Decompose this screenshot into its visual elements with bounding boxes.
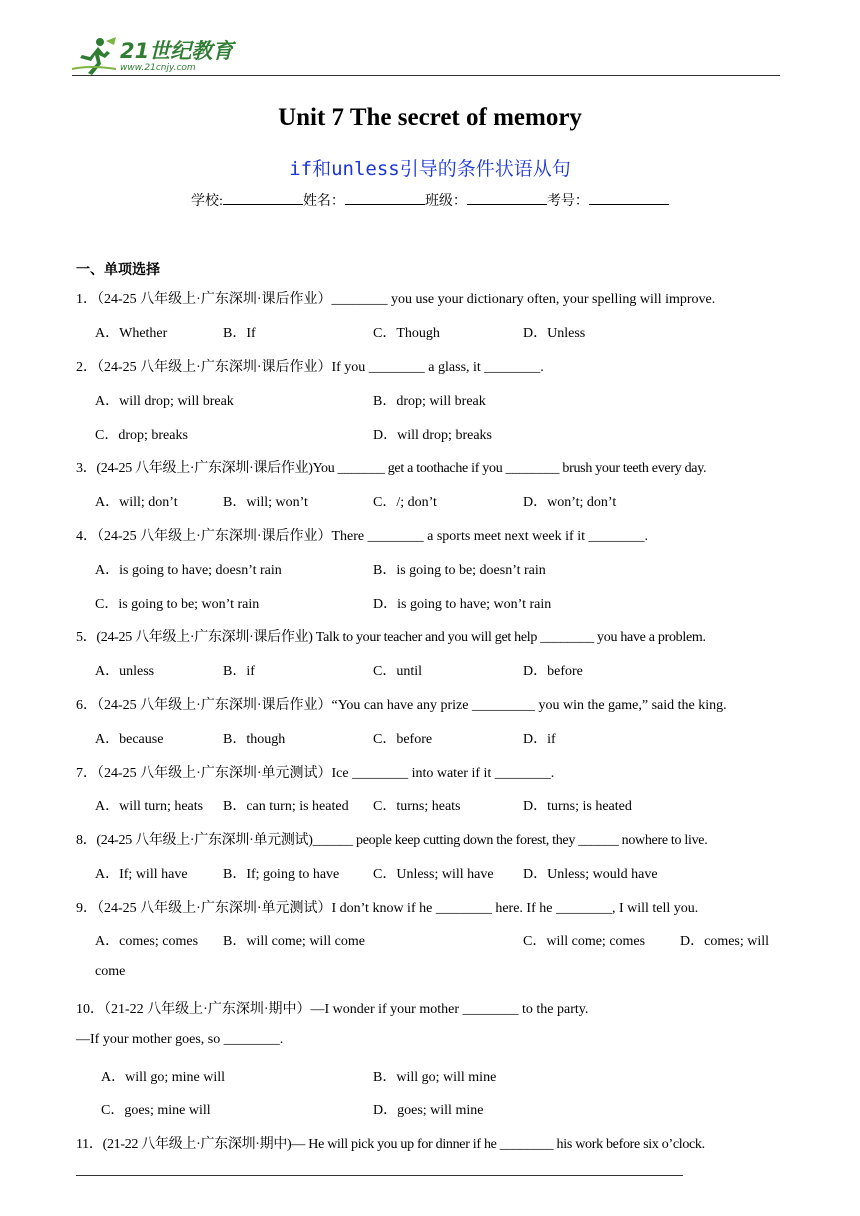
name-label: 姓名： [302, 194, 345, 209]
question-stem: 8．(24-25 八年级上·广东深圳·单元测试)______ people keep cutting down the forest, they ______ nowhere to live. [76, 833, 708, 848]
option[interactable]: D．turns; is heated [523, 799, 632, 814]
option[interactable]: A．is going to have; doesn’t rain [95, 563, 282, 578]
option[interactable]: B．though [223, 732, 286, 747]
question-stem: 2．（24-25 八年级上·广东深圳·课后作业）If you ________ a glass, it ________. [76, 360, 544, 375]
option[interactable]: A．because [95, 732, 164, 747]
option[interactable]: C．is going to be; won’t rain [95, 597, 260, 612]
question-stem: 10．（21-22 八年级上·广东深圳·期中）—I wonder if your mother ________ to the party. [76, 1002, 589, 1017]
question-stem: 6．（24-25 八年级上·广东深圳·课后作业）“You can have any prize _________ you win the game,” said the king. [76, 698, 727, 713]
option[interactable]: D．is going to have; won’t rain [373, 597, 552, 612]
option[interactable]: A．will drop; will break [95, 394, 234, 409]
option[interactable]: B．If; going to have [223, 867, 340, 882]
option[interactable]: D．before [523, 664, 583, 679]
option[interactable]: C．/; don’t [373, 495, 437, 510]
option[interactable]: D．goes; will mine [373, 1103, 484, 1118]
section-title: 一、单项选择 [76, 262, 160, 278]
exam-no-blank[interactable] [589, 192, 669, 205]
class-blank[interactable] [467, 192, 547, 205]
option[interactable]: B．drop; will break [373, 394, 486, 409]
option-continuation: come [95, 964, 126, 979]
logo-url: www.21cnjy.com [120, 63, 196, 73]
option[interactable]: B．can turn; is heated [223, 799, 349, 814]
option[interactable]: B．is going to be; doesn’t rain [373, 563, 546, 578]
site-logo [70, 35, 240, 77]
question-stem: 1．（24-25 八年级上·广东深圳·课后作业）________ you use your dictionary often, your spelling will improve. [76, 292, 716, 307]
question-stem: 4．（24-25 八年级上·广东深圳·课后作业）There ________ a sports meet next week if it ________. [76, 529, 648, 544]
option[interactable]: A．Whether [95, 326, 168, 341]
option[interactable]: C．drop; breaks [95, 428, 188, 443]
question-stem: 7．（24-25 八年级上·广东深圳·单元测试）Ice ________ into water if it ________. [76, 766, 555, 781]
option[interactable]: C．goes; mine will [101, 1103, 211, 1118]
option[interactable]: D．will drop; breaks [373, 428, 492, 443]
footer-divider [76, 1175, 683, 1176]
option[interactable]: C．Unless; will have [373, 867, 494, 882]
option[interactable]: A．will go; mine will [101, 1070, 226, 1085]
option[interactable]: D．won’t; don’t [523, 495, 617, 510]
logo-text: 21世纪教育 [120, 39, 234, 63]
option[interactable]: D．Unless; would have [523, 867, 658, 882]
option[interactable]: B．If [223, 326, 256, 341]
page-subtitle: if和unless引导的条件状语从句 [289, 158, 571, 180]
option[interactable]: C．until [373, 664, 423, 679]
option[interactable]: A．unless [95, 664, 155, 679]
class-label: 班级： [424, 194, 467, 209]
option[interactable]: A．will; don’t [95, 495, 178, 510]
header-divider [72, 75, 780, 76]
option[interactable]: B．will come; will come [223, 934, 365, 949]
option[interactable]: D．Unless [523, 326, 586, 341]
option[interactable]: D．if [523, 732, 556, 747]
option[interactable]: A．comes; comes [95, 934, 199, 949]
exam-no-label: 考号： [546, 194, 589, 209]
page-title: Unit 7 The secret of memory [278, 104, 582, 131]
school-label: 学校: [191, 194, 223, 209]
option[interactable]: C．before [373, 732, 433, 747]
question-stem: 5．(24-25 八年级上·广东深圳·课后作业) Talk to your teacher and you will get help ________ you have a problem. [76, 630, 706, 645]
option[interactable]: C．will come; comes [523, 934, 646, 949]
option[interactable]: C．Though [373, 326, 440, 341]
question-stem: 3．(24-25 八年级上·广东深圳·课后作业)You _______ get a toothache if you ________ brush your teeth every day. [76, 461, 707, 476]
question-stem: 11．(21-22 八年级上·广东深圳·期中)— He will pick you up for dinner if he ________ his work before six o’clock. [76, 1137, 705, 1152]
option[interactable]: A．will turn; heats [95, 799, 204, 814]
student-info-line [0, 190, 860, 210]
question-stem-line2: —If your mother goes, so ________. [76, 1032, 284, 1047]
option[interactable]: D．comes; will [680, 934, 770, 949]
option[interactable]: B．will; won’t [223, 495, 308, 510]
option[interactable]: A．If; will have [95, 867, 188, 882]
option[interactable]: C．turns; heats [373, 799, 461, 814]
school-blank[interactable] [223, 192, 303, 205]
runner-logo-icon [70, 35, 118, 77]
name-blank[interactable] [345, 192, 425, 205]
option[interactable]: B．will go; will mine [373, 1070, 497, 1085]
option[interactable]: B．if [223, 664, 255, 679]
question-stem: 9．（24-25 八年级上·广东深圳·单元测试）I don’t know if he ________ here. If he ________, I will tell you. [76, 901, 699, 916]
